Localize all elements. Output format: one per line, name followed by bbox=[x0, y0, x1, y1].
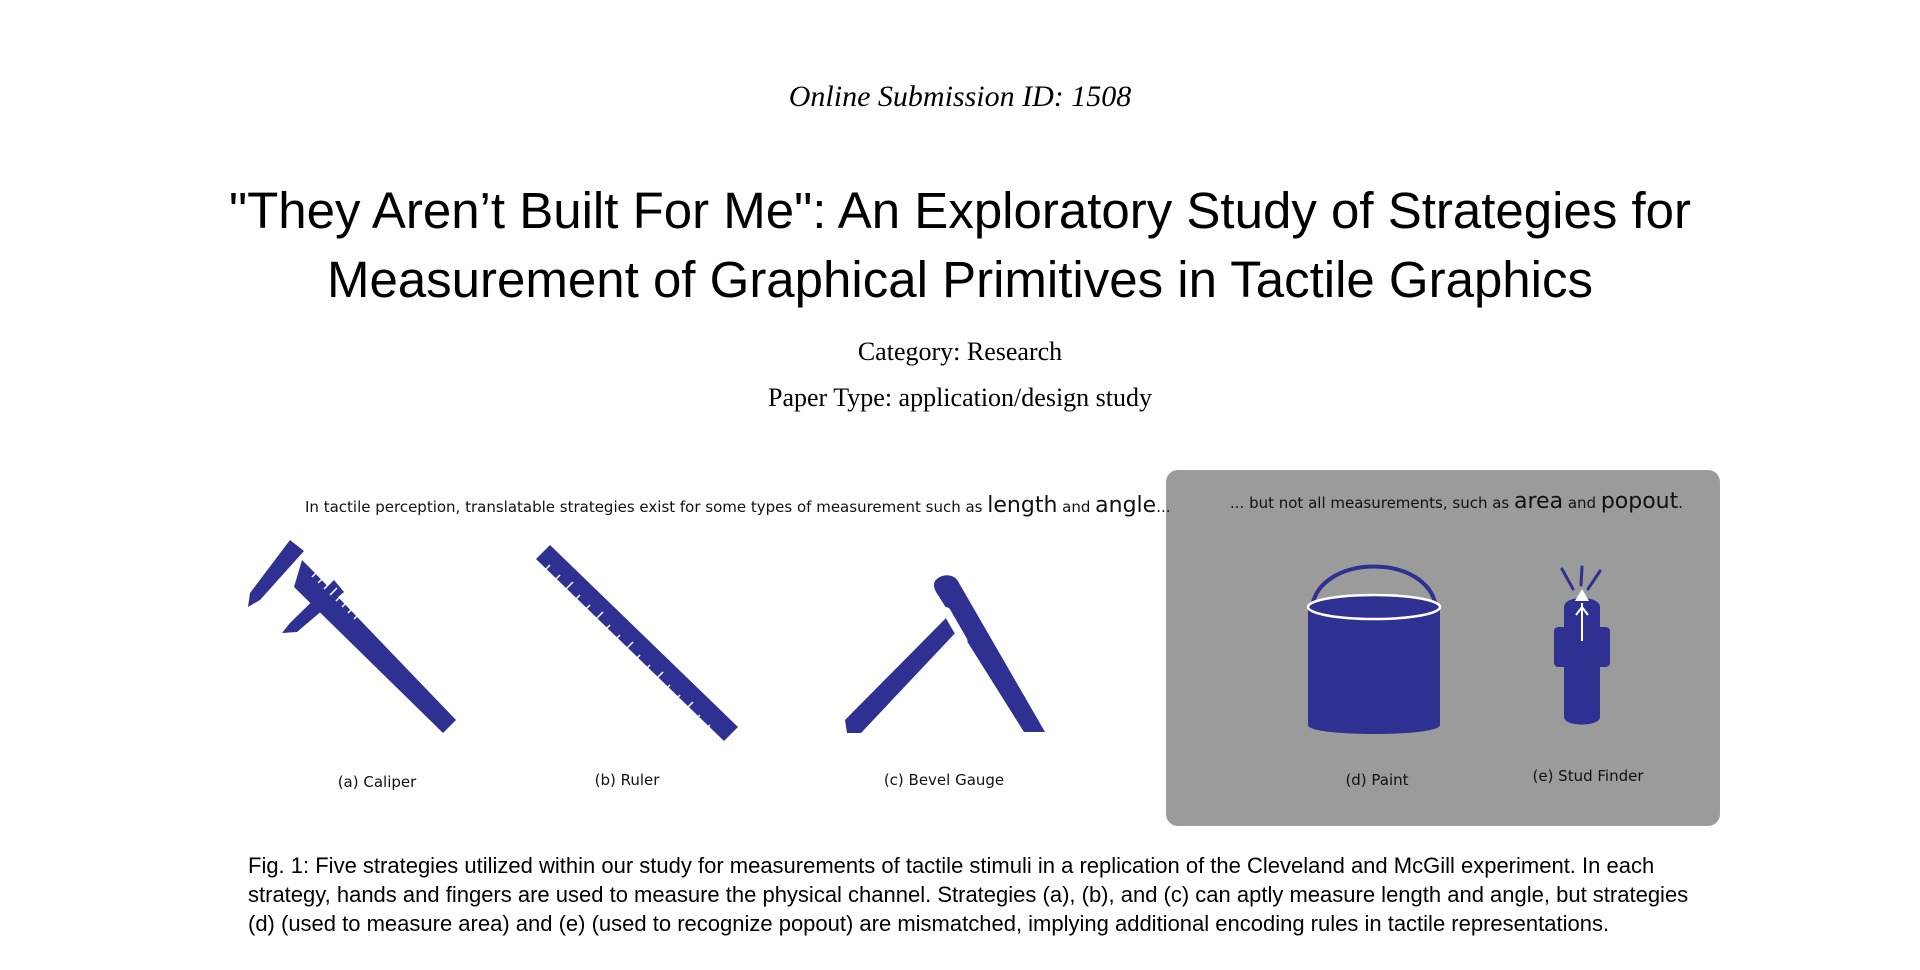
caption-b-ruler: (b) Ruler bbox=[594, 771, 660, 789]
right-intro-and: and bbox=[1563, 494, 1601, 512]
bevel-gauge-icon bbox=[845, 575, 1055, 745]
paper-title bbox=[0, 176, 1920, 314]
figure-1 bbox=[242, 465, 1720, 825]
figure-caption: Fig. 1: Five strategies utilized within our study for measurements of tactile stimuli in a replication of the Cleveland and McGill experiment. In each strategy, hands and fingers are used to measure the physical channel. Strategies (a), (b), and (c) can aptly measure length and angle, but strategies (d) (used to measure area) and (e) (used to recognize popout) are mismatched, implying additional encoding rules in tactile representations. bbox=[248, 853, 1689, 936]
paper-title-line-2: Measurement of Graphical Primitives in Tactile Graphics bbox=[326, 251, 1594, 308]
right-intro-popout: popout bbox=[1600, 489, 1679, 514]
right-intro-text bbox=[1230, 489, 1683, 514]
right-intro-area: area bbox=[1514, 489, 1564, 514]
right-intro-period: . bbox=[1678, 494, 1684, 512]
ruler-icon bbox=[530, 543, 750, 733]
left-intro-ellipsis: ... bbox=[1156, 498, 1171, 516]
left-intro-length: length bbox=[987, 493, 1058, 518]
stud-finder-icon bbox=[1540, 567, 1620, 747]
caption-a-caliper: (a) Caliper bbox=[337, 773, 417, 791]
left-intro-angle: angle bbox=[1095, 493, 1157, 518]
caption-d-paint: (d) Paint bbox=[1345, 771, 1409, 789]
paper-type-label: Paper Type: application/design study bbox=[767, 383, 1153, 412]
category-label: Category: Research bbox=[857, 337, 1063, 366]
submission-id: Online Submission ID: 1508 bbox=[788, 80, 1132, 113]
right-intro-prefix: ... but not all measurements, such as bbox=[1230, 494, 1514, 512]
paint-bucket-icon bbox=[1300, 565, 1450, 740]
left-intro-and: and bbox=[1057, 498, 1096, 516]
left-intro-prefix: In tactile perception, translatable strategies exist for some types of measurement such as bbox=[305, 498, 988, 516]
left-intro-text bbox=[305, 493, 1171, 518]
caption-e-stud-finder: (e) Stud Finder bbox=[1532, 767, 1644, 785]
paper-title-line-1: "They Aren’t Built For Me": An Exploratory Study of Strategies for bbox=[228, 182, 1692, 239]
caliper-icon bbox=[242, 545, 502, 725]
caption-c-bevel-gauge: (c) Bevel Gauge bbox=[883, 771, 1005, 789]
